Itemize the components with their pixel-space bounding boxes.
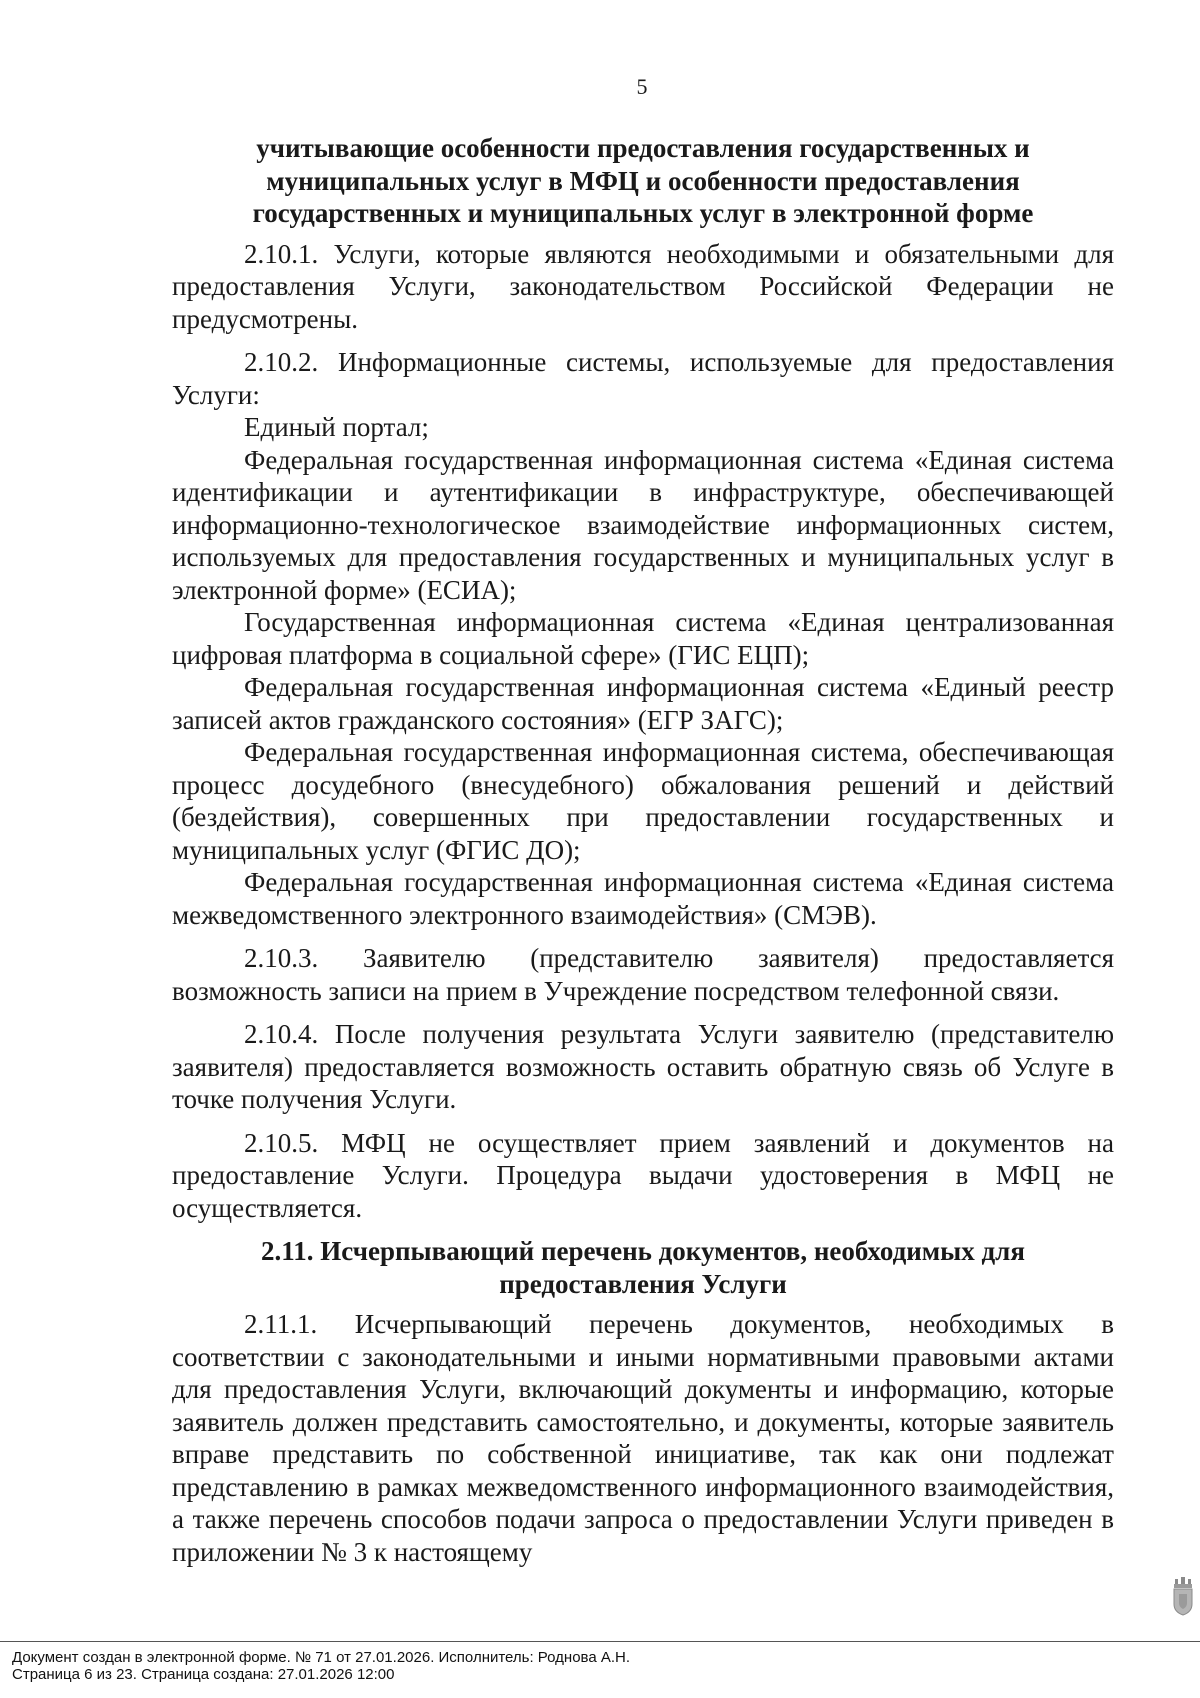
document-body	[172, 132, 1114, 1568]
list-item-smev: Федеральная государственная информационная система «Единая система межведомственного электронного взаимодействия» (СМЭВ).	[172, 867, 1114, 930]
footer-line-page-info: Страница 6 из 23. Страница создана: 27.01.2026 12:00	[12, 1666, 395, 1683]
document-footer	[0, 1641, 1200, 1683]
list-item-egr-zags: Федеральная государственная информационная система «Единый реестр записей актов гражданского состояния» (ЕГР ЗАГС);	[172, 672, 1114, 735]
paragraph-2-10-2: 2.10.2. Информационные системы, используемые для предоставления Услуги:	[172, 347, 1114, 410]
footer-line-document-info: Документ создан в электронной форме. № 71 от 27.01.2026. Исполнитель: Роднова А.Н.	[12, 1649, 631, 1666]
paragraph-2-10-1: 2.10.1. Услуги, которые являются необходимыми и обязательными для предоставления Услуги, законодательством Российской Федерации не предусмотрены.	[172, 238, 1114, 334]
list-item-esia: Федеральная государственная информационная система «Единая система идентификации и аутентификации в инфраструктуре, обеспечивающей информационно-технологическое взаимодействие информационных систем, используемых для предоставления государственных и муниципальных услуг в электронной форме» (ЕСИА);	[172, 444, 1114, 605]
section-heading-2-11: 2.11. Исчерпывающий перечень документов, необходимых для предоставления Услуги	[261, 1236, 1025, 1299]
list-item-gis-ecp: Государственная информационная система «Единая централизованная цифровая платформа в социальной сфере» (ГИС ЕЦП);	[172, 607, 1114, 670]
section-heading-2-10: учитывающие особенности предоставления государственных и муниципальных услуг в МФЦ и особенности предоставления государственных и муниципальных услуг в электронной форме	[252, 133, 1034, 228]
paragraph-2-10-5: 2.10.5. МФЦ не осуществляет прием заявлений и документов на предоставление Услуги. Процедура выдачи удостоверения в МФЦ не осуществляется.	[172, 1127, 1114, 1223]
page-number: 5	[636, 74, 648, 99]
paragraph-2-10-4: 2.10.4. После получения результата Услуги заявителю (представителю заявителя) предоставляется возможность оставить обратную связь об Услуге в точке получения Услуги.	[172, 1019, 1114, 1114]
paragraph-2-10-3: 2.10.3. Заявителю (представителю заявителя) предоставляется возможность записи на прием в Учреждение посредством телефонной связи.	[172, 943, 1114, 1006]
list-item-portal: Единый портал;	[244, 412, 429, 442]
coat-of-arms-icon	[1172, 1576, 1194, 1616]
list-item-fgis-do: Федеральная государственная информационная система, обеспечивающая процесс досудебного (внесудебного) обжалования решений и действий (бездействия), совершенных при предоставлении государственных и муниципальных услуг (ФГИС ДО);	[172, 737, 1114, 865]
footer-text	[12, 1649, 630, 1683]
paragraph-2-11-1: 2.11.1. Исчерпывающий перечень документов, необходимых в соответствии с законодательными и иными нормативными правовыми актами для предоставления Услуги, включающий документы и информацию, которые заявитель должен представить самостоятельно, и документы, которые заявитель вправе представить по собственной инициативе, так как они подлежат представлению в рамках межведомственного информационного взаимодействия, а также перечень способов подачи запроса о предоставлении Услуги приведен в приложении № 3 к настоящему	[172, 1309, 1114, 1567]
